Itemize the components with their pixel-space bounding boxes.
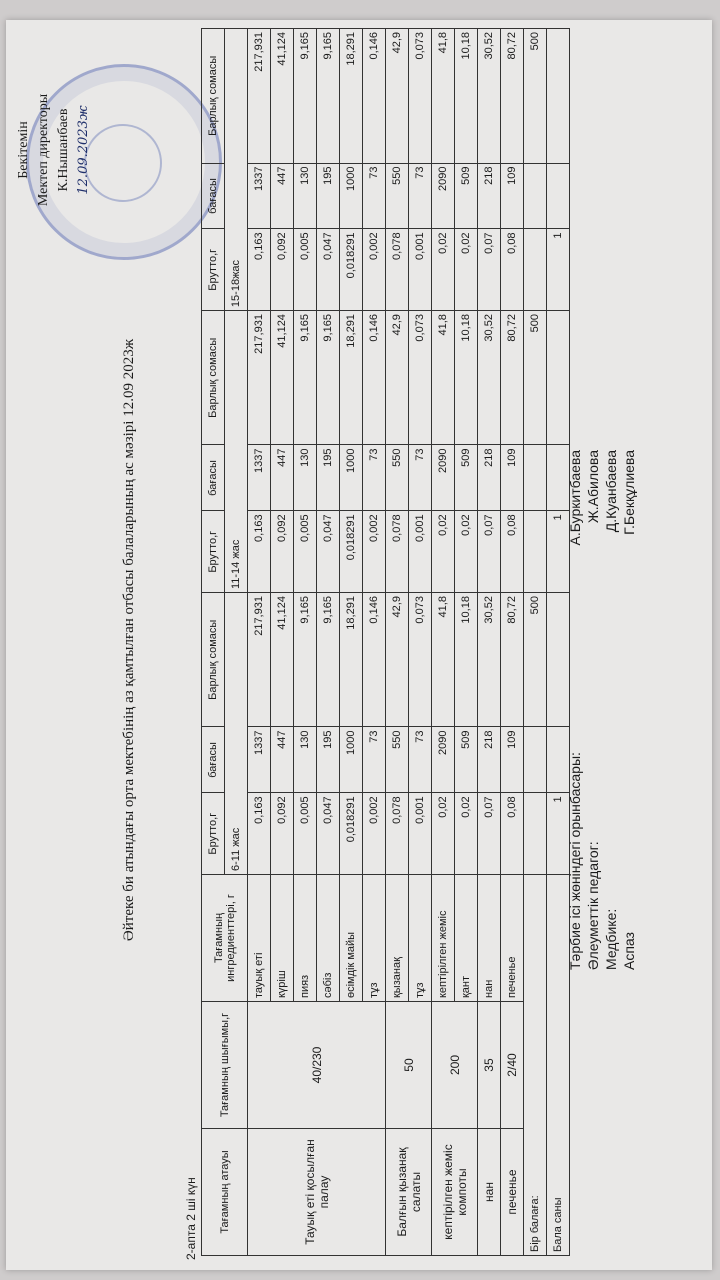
cell: 0,002 [363, 793, 386, 875]
per-child-total-1: 500 [524, 593, 547, 727]
cell: 109 [501, 163, 524, 229]
signatory-role: Медбике: [603, 908, 619, 970]
cell: 2090 [432, 163, 455, 229]
cell: 109 [501, 727, 524, 793]
cell: 550 [386, 727, 409, 793]
cell: 0,163 [248, 511, 271, 593]
cell: 10,18 [455, 29, 478, 164]
ingredient-name: печенье [501, 875, 524, 1002]
approval-position: Мектеп директоры [36, 93, 51, 207]
cell: 130 [294, 727, 317, 793]
dish-name: нан [478, 1129, 501, 1256]
cell: 0,047 [317, 229, 340, 311]
header-price-1: бағасы [202, 727, 225, 793]
table-row [501, 29, 524, 1256]
cell: 0,08 [501, 229, 524, 311]
signatory-name: А.Буркитбаева [567, 450, 583, 546]
cell: 0,02 [455, 511, 478, 593]
signatory-role: Әлеуметтік педагог: [585, 841, 601, 970]
header-brutto-1: Брутто,г [202, 793, 225, 875]
cell: 42,9 [386, 311, 409, 445]
cell: 41,124 [271, 593, 294, 727]
cell: 30,52 [478, 311, 501, 445]
dish-portion: 2/40 [501, 1002, 524, 1129]
ingredient-name: қызанақ [386, 875, 409, 1002]
cell: 217,931 [248, 311, 271, 445]
cell: 0,001 [409, 229, 432, 311]
table-row [432, 29, 455, 1256]
cell: 0,005 [294, 229, 317, 311]
approval-date: 12.09.2023ж [76, 105, 91, 195]
cell: 218 [478, 727, 501, 793]
cell: 550 [386, 163, 409, 229]
cell: 0,146 [363, 593, 386, 727]
cell: 130 [294, 445, 317, 511]
cell: 0,02 [432, 511, 455, 593]
cell: 2090 [432, 727, 455, 793]
ingredient-name: пияз [294, 875, 317, 1002]
cell: 0,018291 [340, 793, 363, 875]
cell: 0,002 [363, 229, 386, 311]
cell: 218 [478, 163, 501, 229]
signatory-role: Аспаз [621, 932, 637, 970]
per-child-total-3: 500 [524, 29, 547, 164]
cell: 0,005 [294, 793, 317, 875]
dish-portion: 200 [432, 1002, 478, 1129]
cell: 509 [455, 163, 478, 229]
cell: 0,002 [363, 511, 386, 593]
header-dish-name: Тағамның атауы [202, 1129, 248, 1256]
cell: 0,073 [409, 311, 432, 445]
cell: 30,52 [478, 29, 501, 164]
cell: 0,02 [455, 793, 478, 875]
cell: 0,02 [432, 793, 455, 875]
cell: 9,165 [317, 29, 340, 164]
cell: 195 [317, 163, 340, 229]
cell: 0,092 [271, 229, 294, 311]
header-total-1: Барлық сомасы [202, 593, 225, 727]
cell: 18,291 [340, 593, 363, 727]
week-label: 2-апта 2 ші күн [184, 1177, 198, 1260]
cell: 0,08 [501, 793, 524, 875]
table-row [478, 29, 501, 1256]
ingredient-name: сәбіз [317, 875, 340, 1002]
cell: 18,291 [340, 29, 363, 164]
cell: 41,8 [432, 311, 455, 445]
ingredient-name: өсімдік майы [340, 875, 363, 1002]
cell: 42,9 [386, 593, 409, 727]
signature-row [584, 450, 602, 970]
document-title: Әйтеке би атындағы орта мектебінің аз қамтылған отбасы балаларының ас мәзірі 12.09 2023ж [121, 338, 137, 942]
cell: 0,07 [478, 793, 501, 875]
header-total-2: Барлық сомасы [202, 311, 225, 445]
rotated-page [6, 20, 712, 1270]
cell: 2090 [432, 445, 455, 511]
table-row [248, 29, 271, 1256]
header-price-3: бағасы [202, 163, 225, 229]
table-row [386, 29, 409, 1256]
ingredient-name: тауық еті [248, 875, 271, 1002]
signatory-name: Ж.Абилова [585, 450, 601, 524]
cell: 10,18 [455, 311, 478, 445]
signatory-name: Г.Бекқұлиева [621, 450, 637, 535]
cell: 41,8 [432, 593, 455, 727]
child-count-1: 1 [547, 793, 570, 875]
cell: 1000 [340, 727, 363, 793]
age-group-1: 6-11 жас [225, 593, 248, 875]
cell: 0,02 [432, 229, 455, 311]
ingredient-name: қант [455, 875, 478, 1002]
cell: 9,165 [317, 311, 340, 445]
cell: 0,001 [409, 793, 432, 875]
ingredient-name: кептірілген жеміс [432, 875, 455, 1002]
cell: 9,165 [317, 593, 340, 727]
cell: 550 [386, 445, 409, 511]
cell: 42,9 [386, 29, 409, 164]
cell: 0,146 [363, 29, 386, 164]
cell: 509 [455, 445, 478, 511]
cell: 447 [271, 727, 294, 793]
cell: 0,07 [478, 511, 501, 593]
signatory-role: Тәрбие ісі жөніндегі орынбасары: [567, 752, 583, 970]
child-count-2: 1 [547, 511, 570, 593]
cell: 9,165 [294, 593, 317, 727]
header-total-3: Барлық сомасы [202, 29, 225, 164]
dish-portion: 40/230 [248, 1002, 386, 1129]
header-brutto-2: Брутто,г [202, 511, 225, 593]
cell: 41,8 [432, 29, 455, 164]
cell: 509 [455, 727, 478, 793]
dish-portion: 35 [478, 1002, 501, 1129]
cell: 0,163 [248, 229, 271, 311]
dish-name: Балғын қызанақ салаты [386, 1129, 432, 1256]
header-brutto-3: Брутто,г [202, 229, 225, 311]
signature-row [566, 450, 584, 970]
cell: 80,72 [501, 29, 524, 164]
cell: 218 [478, 445, 501, 511]
cell: 0,092 [271, 793, 294, 875]
ingredient-name: тұз [363, 875, 386, 1002]
document-photo [6, 20, 712, 1270]
cell: 0,018291 [340, 229, 363, 311]
cell: 41,124 [271, 311, 294, 445]
cell: 0,001 [409, 511, 432, 593]
cell: 10,18 [455, 593, 478, 727]
cell: 0,047 [317, 793, 340, 875]
cell: 1000 [340, 445, 363, 511]
cell: 0,163 [248, 793, 271, 875]
cell: 217,931 [248, 593, 271, 727]
cell: 1337 [248, 727, 271, 793]
dish-name: Тауық еті қосылған палау [248, 1129, 386, 1256]
cell: 1337 [248, 163, 271, 229]
child-count-3: 1 [547, 229, 570, 311]
approval-name: К.Нышанбаев [56, 108, 71, 192]
dish-portion: 50 [386, 1002, 432, 1129]
cell: 195 [317, 445, 340, 511]
approval-heading: Бекітемін [16, 121, 31, 179]
signature-row [620, 450, 638, 970]
cell: 80,72 [501, 593, 524, 727]
per-child-total-row [524, 29, 547, 1256]
per-child-label: Бір балаға: [524, 875, 547, 1256]
signatory-name: Д.Куанбаева [603, 450, 619, 533]
cell: 195 [317, 727, 340, 793]
cell: 0,02 [455, 229, 478, 311]
cell: 0,073 [409, 593, 432, 727]
cell: 0,073 [409, 29, 432, 164]
cell: 73 [409, 727, 432, 793]
cell: 217,931 [248, 29, 271, 164]
cell: 447 [271, 445, 294, 511]
approval-block [14, 30, 94, 270]
cell: 0,047 [317, 511, 340, 593]
per-child-total-2: 500 [524, 311, 547, 445]
cell: 0,078 [386, 793, 409, 875]
signature-row [602, 450, 620, 970]
cell: 0,092 [271, 511, 294, 593]
cell: 80,72 [501, 311, 524, 445]
cell: 73 [363, 727, 386, 793]
cell: 0,146 [363, 311, 386, 445]
cell: 41,124 [271, 29, 294, 164]
cell: 0,08 [501, 511, 524, 593]
ingredient-name: күріш [271, 875, 294, 1002]
cell: 447 [271, 163, 294, 229]
age-group-2: 11-14 жас [225, 311, 248, 593]
cell: 9,165 [294, 29, 317, 164]
cell: 9,165 [294, 311, 317, 445]
header-portion: Тағамның шығымы,г [202, 1002, 248, 1129]
cell: 73 [363, 163, 386, 229]
ingredient-name: нан [478, 875, 501, 1002]
header-price-2: бағасы [202, 445, 225, 511]
age-group-3: 15-18жас [225, 29, 248, 311]
ingredient-name: тұз [409, 875, 432, 1002]
header-ingredients: Тағамның ингредиенттері, г [202, 875, 248, 1002]
cell: 0,018291 [340, 511, 363, 593]
cell: 1000 [340, 163, 363, 229]
menu-table [201, 28, 570, 1256]
cell: 30,52 [478, 593, 501, 727]
cell: 18,291 [340, 311, 363, 445]
dish-name: кептірілген жеміс компоты [432, 1129, 478, 1256]
cell: 73 [363, 445, 386, 511]
cell: 73 [409, 163, 432, 229]
cell: 130 [294, 163, 317, 229]
cell: 0,078 [386, 229, 409, 311]
cell: 73 [409, 445, 432, 511]
signatures-block [566, 450, 638, 970]
cell: 0,07 [478, 229, 501, 311]
cell: 0,078 [386, 511, 409, 593]
child-count-label: Бала саны [547, 875, 570, 1256]
cell: 0,005 [294, 511, 317, 593]
cell: 109 [501, 445, 524, 511]
cell: 1337 [248, 445, 271, 511]
dish-name: печенье [501, 1129, 524, 1256]
